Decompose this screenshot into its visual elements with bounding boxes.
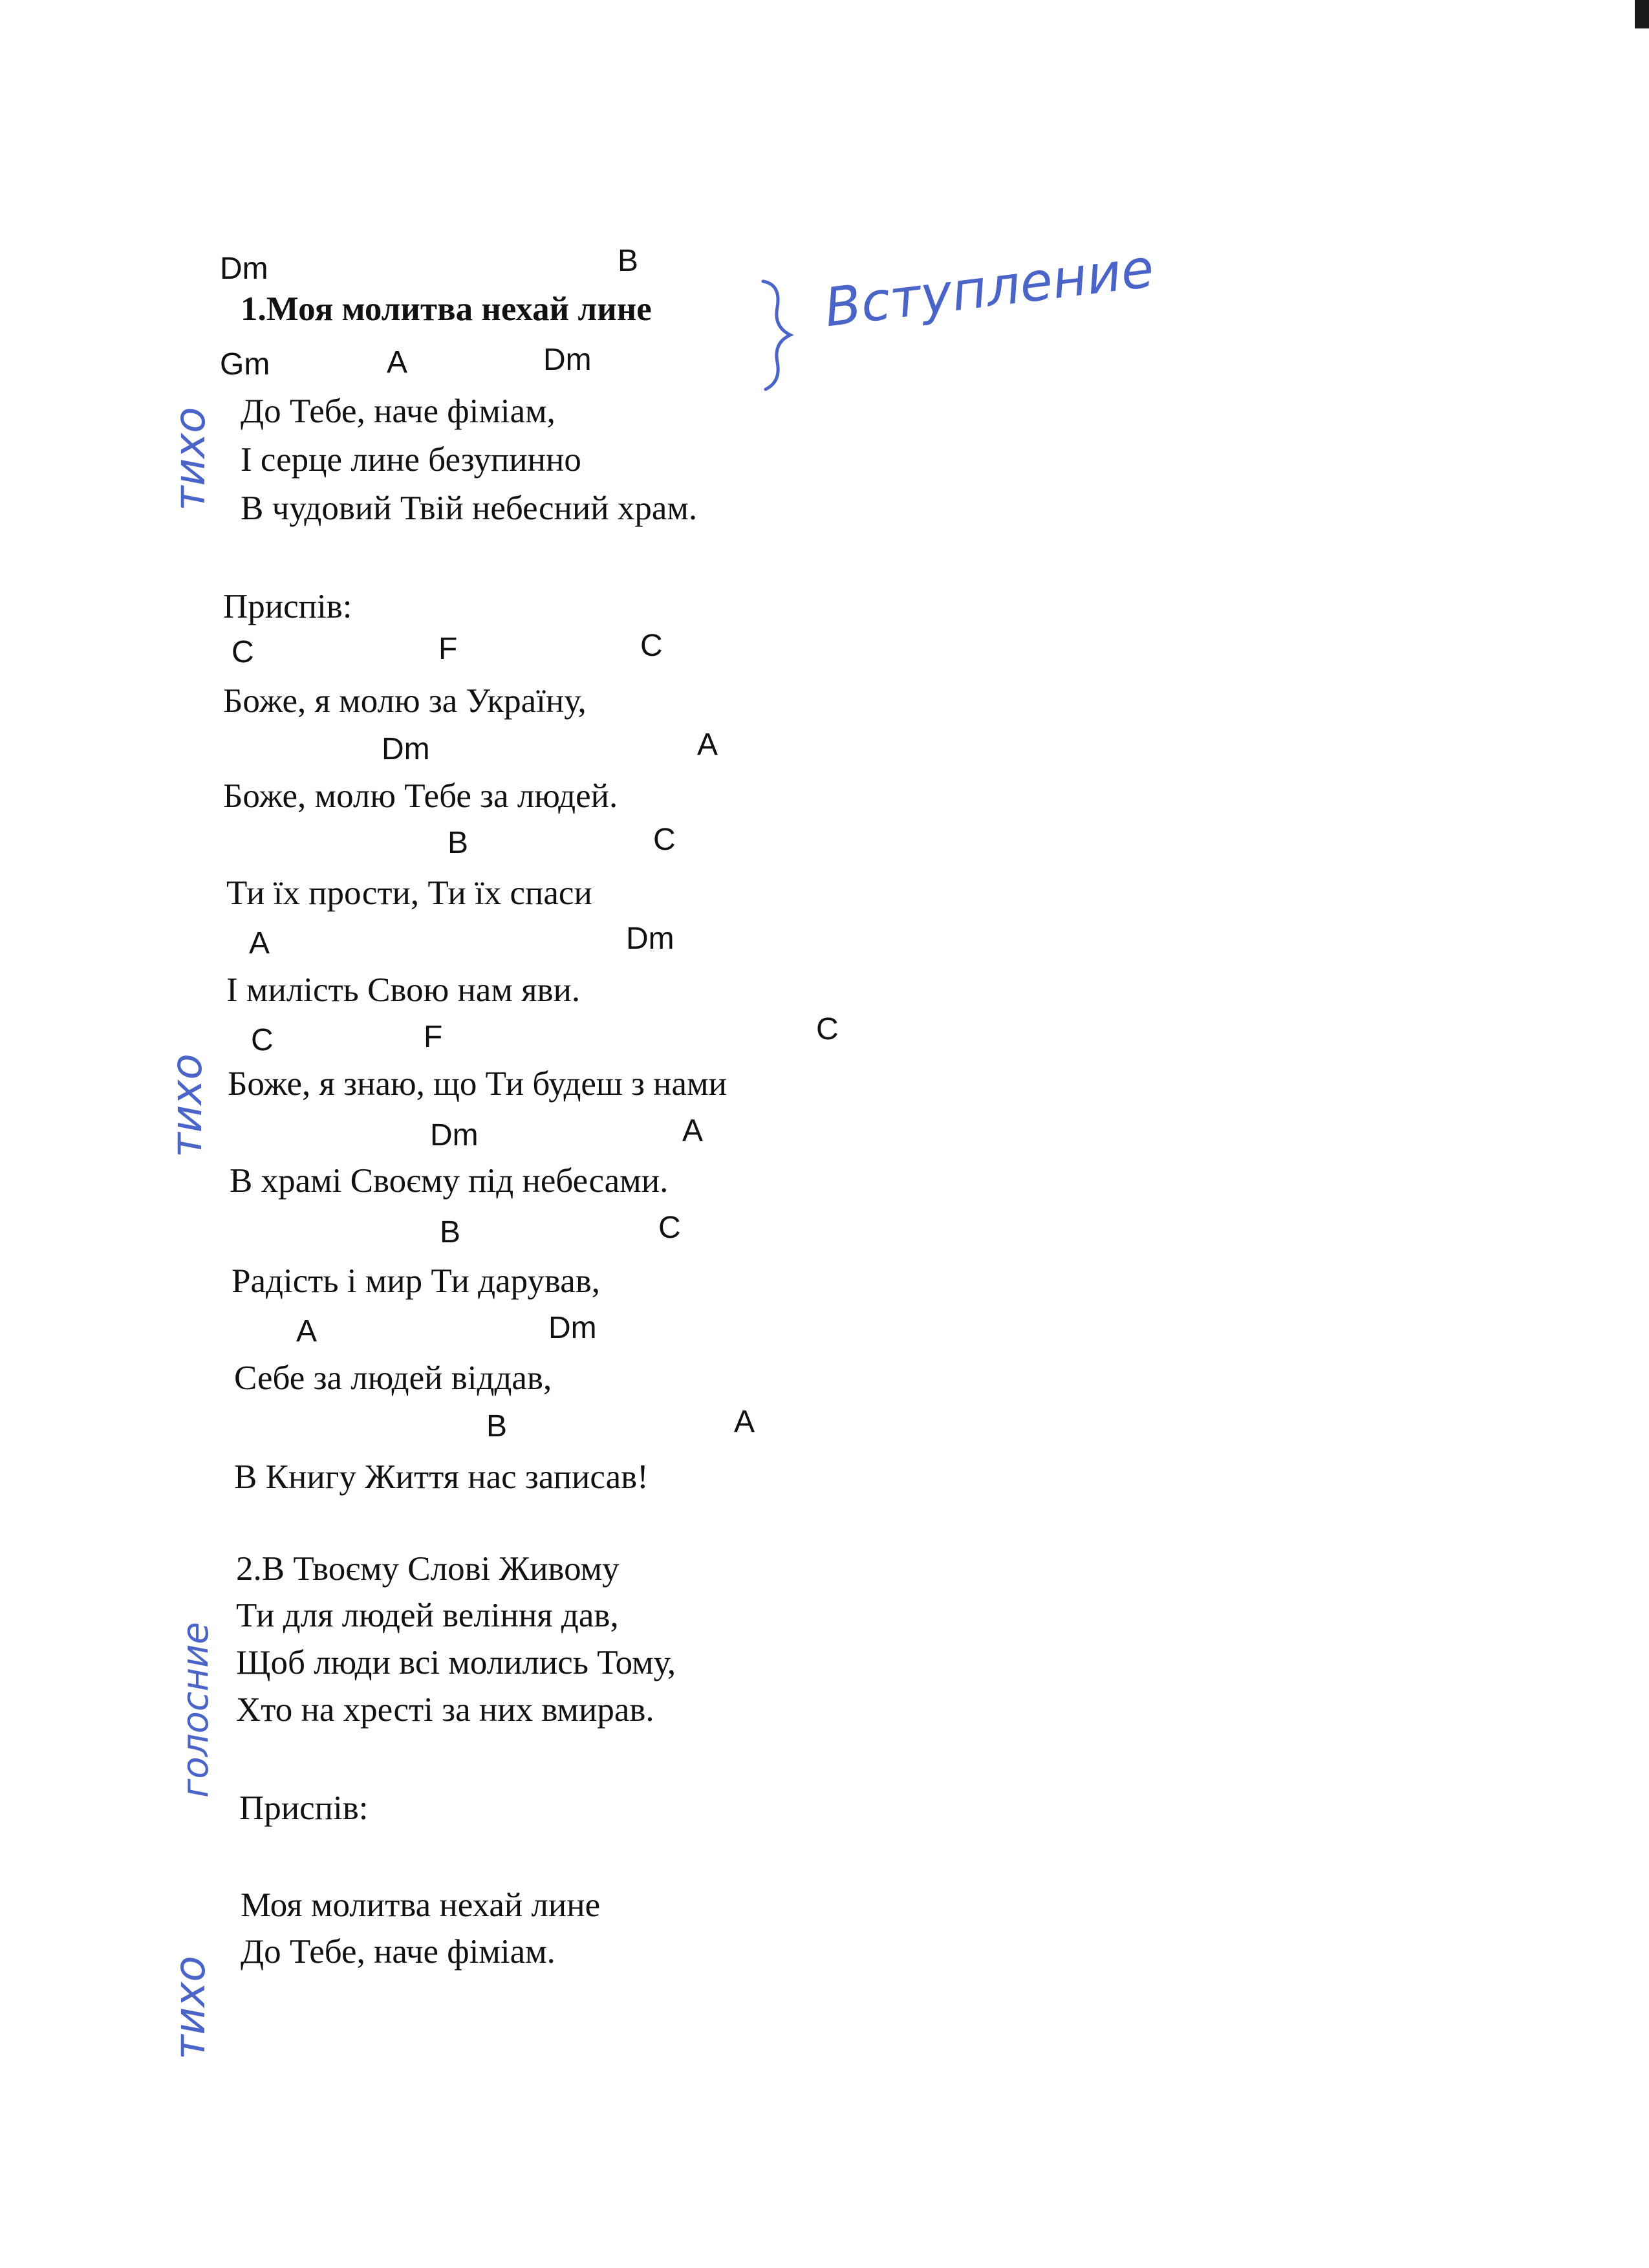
handwritten-quiet-note: тихо	[165, 407, 215, 511]
chord: A	[697, 728, 718, 762]
chord: Gm	[220, 347, 270, 382]
chord: C	[658, 1211, 681, 1245]
chord: Dm	[382, 732, 430, 766]
handwritten-intro-note: Вступление	[821, 237, 1158, 340]
lyric-line: До Тебе, наче фіміам.	[241, 1933, 555, 1971]
chord: A	[387, 345, 408, 380]
lyric-line: Ти для людей веління дав,	[236, 1597, 619, 1634]
chord: A	[682, 1114, 704, 1148]
lyric-line: В чудовий Твій небесний храм.	[241, 490, 698, 527]
scan-edge-mark	[1635, 0, 1649, 28]
handwritten-loud-note: голосние	[175, 1622, 217, 1798]
chord: A	[249, 926, 270, 960]
lyric-line: В храмі Своєму під небесами.	[230, 1162, 669, 1200]
lyric-line-title: 1.Моя молитва нехай лине	[241, 290, 652, 328]
chord: B	[447, 826, 469, 860]
handwritten-quiet-note: тихо	[165, 1956, 215, 2060]
lyric-line: І милість Свою нам яви.	[226, 971, 581, 1009]
lyric-line: Себе за людей віддав,	[234, 1359, 552, 1397]
lyric-line: Радість і мир Ти дарував,	[232, 1262, 601, 1300]
chord: A	[296, 1314, 318, 1348]
chord: C	[653, 823, 676, 857]
lyric-line: Моя молитва нехай лине	[241, 1886, 601, 1924]
chord: Dm	[548, 1311, 597, 1345]
lyric-line: Боже, я молю за Україну,	[223, 682, 587, 720]
handwritten-quiet-note: тихо	[162, 1053, 211, 1158]
chorus-label: Приспів:	[239, 1789, 369, 1827]
lyric-line: І серце лине безупинно	[241, 441, 581, 479]
chord: F	[424, 1020, 443, 1054]
lyric-line: В Книгу Життя нас записав!	[234, 1458, 649, 1496]
chord: Dm	[430, 1118, 479, 1152]
lyric-line: Боже, я знаю, що Ти будеш з нами	[228, 1065, 727, 1103]
lyric-line: Хто на хресті за них вмирав.	[236, 1691, 654, 1729]
lyric-line: Щоб люди всі молились Тому,	[236, 1644, 676, 1681]
chord: F	[438, 632, 458, 666]
chord: C	[640, 629, 663, 663]
chord: B	[618, 244, 639, 278]
chord: A	[734, 1405, 755, 1439]
chord: C	[232, 635, 254, 669]
chord: C	[251, 1023, 274, 1057]
chorus-label: Приспів:	[223, 588, 352, 625]
lyric-line: До Тебе, наче фіміам,	[241, 393, 555, 430]
chord: Dm	[220, 252, 268, 286]
chord: C	[816, 1012, 839, 1046]
chord: B	[440, 1215, 461, 1249]
lyric-line: Ти їх прости, Ти їх спаси	[226, 874, 592, 912]
chord: Dm	[626, 922, 674, 956]
lyric-line: 2.В Твоєму Слові Живому	[236, 1550, 620, 1588]
lyric-line: Боже, молю Тебе за людей.	[223, 777, 618, 815]
chord: Dm	[543, 343, 592, 377]
chord: B	[486, 1409, 508, 1443]
curly-brace-mark	[750, 272, 802, 401]
